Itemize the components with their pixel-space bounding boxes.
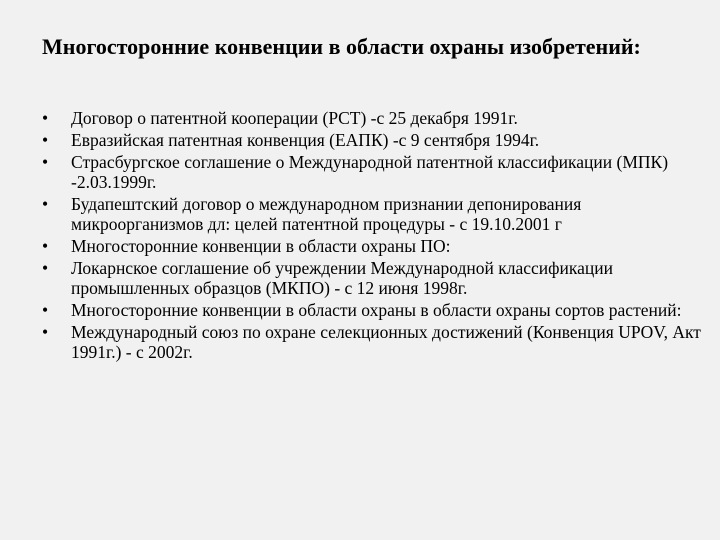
list-item-text: Евразийская патентная конвенция (ЕАПК) -с 9 сентября 1994г.	[71, 130, 540, 150]
bullet-icon: •	[42, 236, 49, 256]
list-item	[42, 300, 702, 320]
list-item-text: Будапештский договор о международном признании депонирования микроорганизмов дл: целей патентной процедуры - с 19.10.2001 г	[71, 194, 582, 234]
bullet-icon: •	[42, 130, 49, 150]
bullet-icon: •	[42, 108, 49, 128]
list-item	[42, 322, 702, 362]
bullet-icon: •	[42, 322, 49, 342]
bullet-icon: •	[42, 300, 49, 320]
list-item	[42, 152, 702, 192]
list-item	[42, 130, 702, 150]
list-item-text: Договор о патентной кооперации (PCT) -с 25 декабря 1991г.	[71, 108, 518, 128]
bullet-icon: •	[42, 258, 49, 278]
list-item	[42, 194, 702, 234]
bullet-icon: •	[42, 152, 49, 172]
list-item-text: Многосторонние конвенции в области охраны ПО:	[71, 236, 451, 256]
bullet-icon: •	[42, 194, 49, 214]
slide-title: Многосторонние конвенции в области охраны изобретений:	[42, 34, 641, 59]
list-item-text: Локарнское соглашение об учреждении Международной классификации промышленных образцов (МКПО) - с 12 июня 1998г.	[71, 258, 613, 298]
list-item-text: Международный союз по охране селекционных достижений (Конвенция UPOV, Акт 1991г.) - с 2002г.	[71, 322, 701, 362]
list-item	[42, 258, 702, 298]
list-item-text: Многосторонние конвенции в области охраны в области охраны сортов растений:	[71, 300, 682, 320]
list-item	[42, 108, 702, 128]
bullet-list	[42, 108, 702, 364]
list-item	[42, 236, 702, 256]
list-item-text: Страсбургское соглашение о Международной патентной классификации (МПК) -2.03.1999г.	[71, 152, 669, 192]
